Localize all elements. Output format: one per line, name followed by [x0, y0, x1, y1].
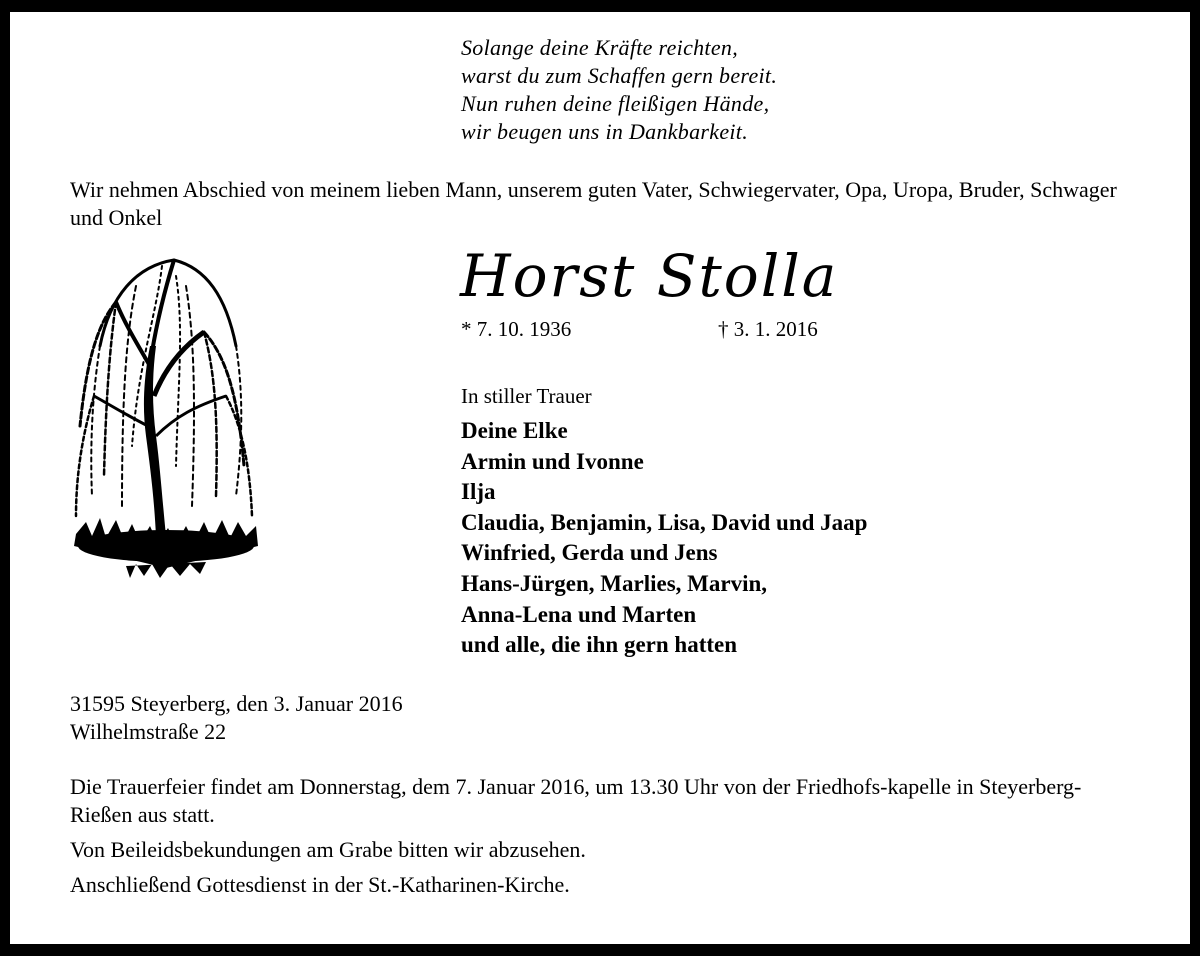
poem-line: warst du zum Schaffen gern bereit. — [461, 63, 778, 88]
mourner-line: Hans-Jürgen, Marlies, Marvin, — [461, 570, 767, 596]
intro-text: Wir nehmen Abschied von meinem lieben Mann, unserem guten Vater, Schwiegervater, Opa, Uropa, Bruder, Schwager und Onkel — [70, 177, 1117, 230]
funeral-note: Die Trauerfeier findet am Donnerstag, dem 7. Januar 2016, um 13.30 Uhr von der Friedhofs-kapelle in Steyerberg-Rießen aus statt. — [70, 774, 1082, 827]
notes-block — [70, 773, 1140, 906]
poem-line: wir beugen uns in Dankbarkeit. — [461, 119, 749, 144]
mourner-line: Anna-Lena und Marten — [461, 601, 697, 627]
street: Wilhelmstraße 22 — [70, 719, 227, 744]
mourner-line: und alle, die ihn gern hatten — [461, 632, 738, 658]
mourner-line: Armin und Ivonne — [461, 448, 644, 474]
mourner-line: Claudia, Benjamin, Lisa, David und Jaap — [461, 509, 868, 535]
deceased-name: Horst Stolla — [460, 242, 839, 310]
address-block — [70, 690, 403, 746]
mourners-list — [461, 416, 867, 661]
service-note: Anschließend Gottesdienst in der St.-Katharinen-Kirche. — [70, 872, 570, 897]
condolences-note: Von Beileidsbekundungen am Grabe bitten wir abzusehen. — [70, 837, 586, 862]
mourner-line: Deine Elke — [461, 418, 568, 443]
poem-line: Solange deine Kräfte reichten, — [461, 35, 739, 60]
poem — [461, 34, 777, 146]
place-date: 31595 Steyerberg, den 3. Januar 2016 — [70, 691, 403, 716]
poem-line: Nun ruhen deine fleißigen Hände, — [461, 91, 770, 116]
willow-tree-icon — [66, 246, 266, 581]
mourner-line: Winfried, Gerda und Jens — [461, 540, 718, 566]
mourner-line: Ilja — [461, 479, 496, 505]
death-date: † 3. 1. 2016 — [718, 317, 818, 341]
birth-date: * 7. 10. 1936 — [461, 317, 572, 341]
mourning-label: In stiller Trauer — [461, 384, 592, 408]
